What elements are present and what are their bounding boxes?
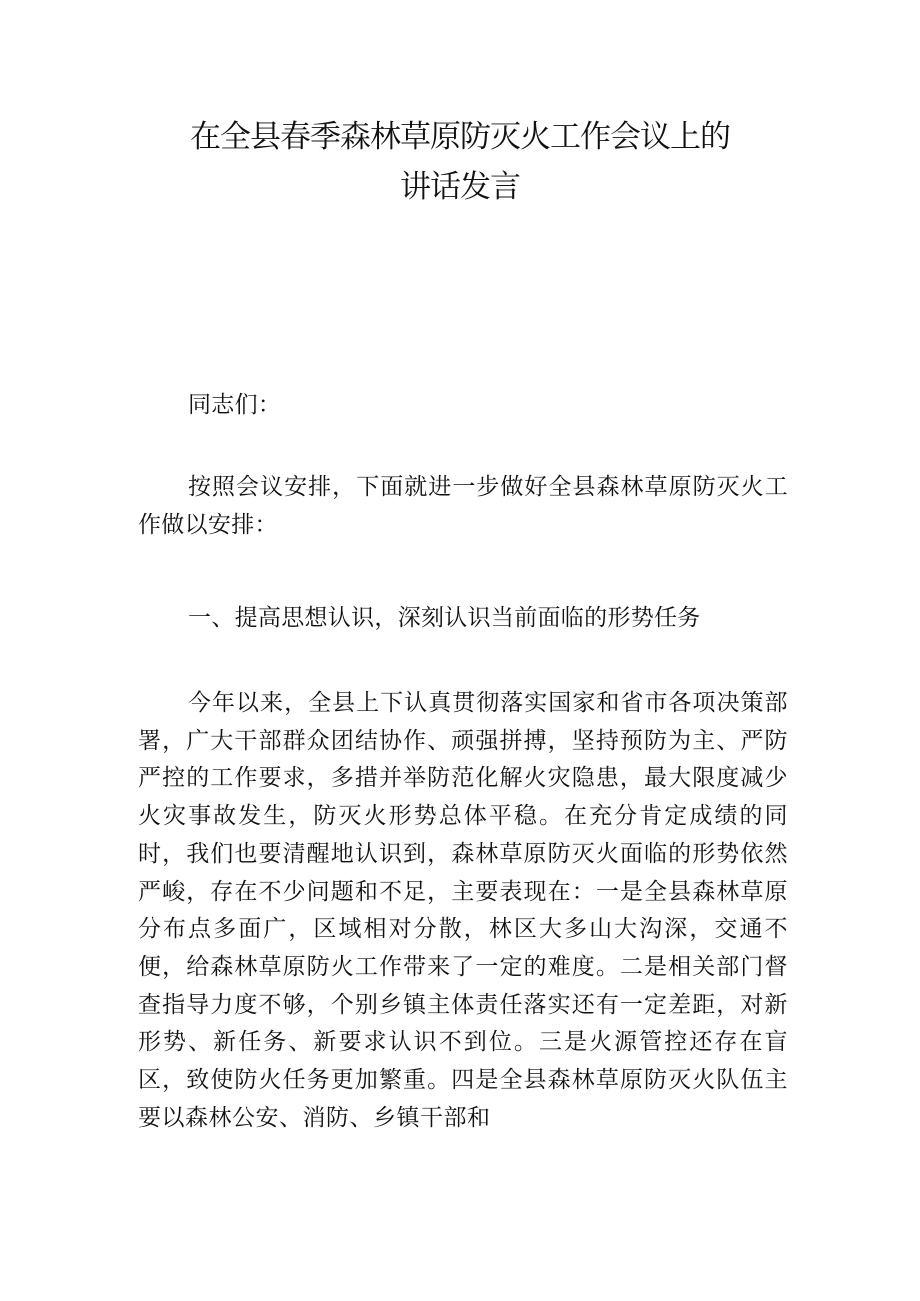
body-paragraph-1: 今年以来，全县上下认真贯彻落实国家和省市各项决策部署，广大干部群众团结协作、顽强拼搏，坚持预防为主、严防严控的工作要求，多措并举防范化解火灾隐患，最大限度减少火灾事故发生，防灭火形势总体平稳。在充分肯定成绩的同时，我们也要清醒地认识到，森林草原防灭火面临的形势依然严峻，存在不少问题和不足，主要表现在：一是全县森林草原分布点多面广，区域相对分散，林区大多山大沟深，交通不便，给森林草原防火工作带来了一定的难度。二是相关部门督查指导力度不够，个别乡镇主体责任落实还有一定差距，对新形势、新任务、新要求认识不到位。三是火源管控还存在盲区，致使防火任务更加繁重。四是全县森林草原防灭火队伍主要以森林公安、消防、乡镇干部和 [138, 690, 788, 1131]
intro-paragraph: 按照会议安排，下面就进一步做好全县森林草原防灭火工作做以安排： [138, 474, 788, 538]
section-heading-1: 一、提高思想认识，深刻认识当前面临的形势任务 [188, 605, 701, 631]
document-title-line-2: 讲话发言 [400, 169, 520, 205]
greeting: 同志们： [188, 392, 282, 418]
document-title-line-1: 在全县春季森林草原防灭火工作会议上的 [190, 119, 730, 155]
